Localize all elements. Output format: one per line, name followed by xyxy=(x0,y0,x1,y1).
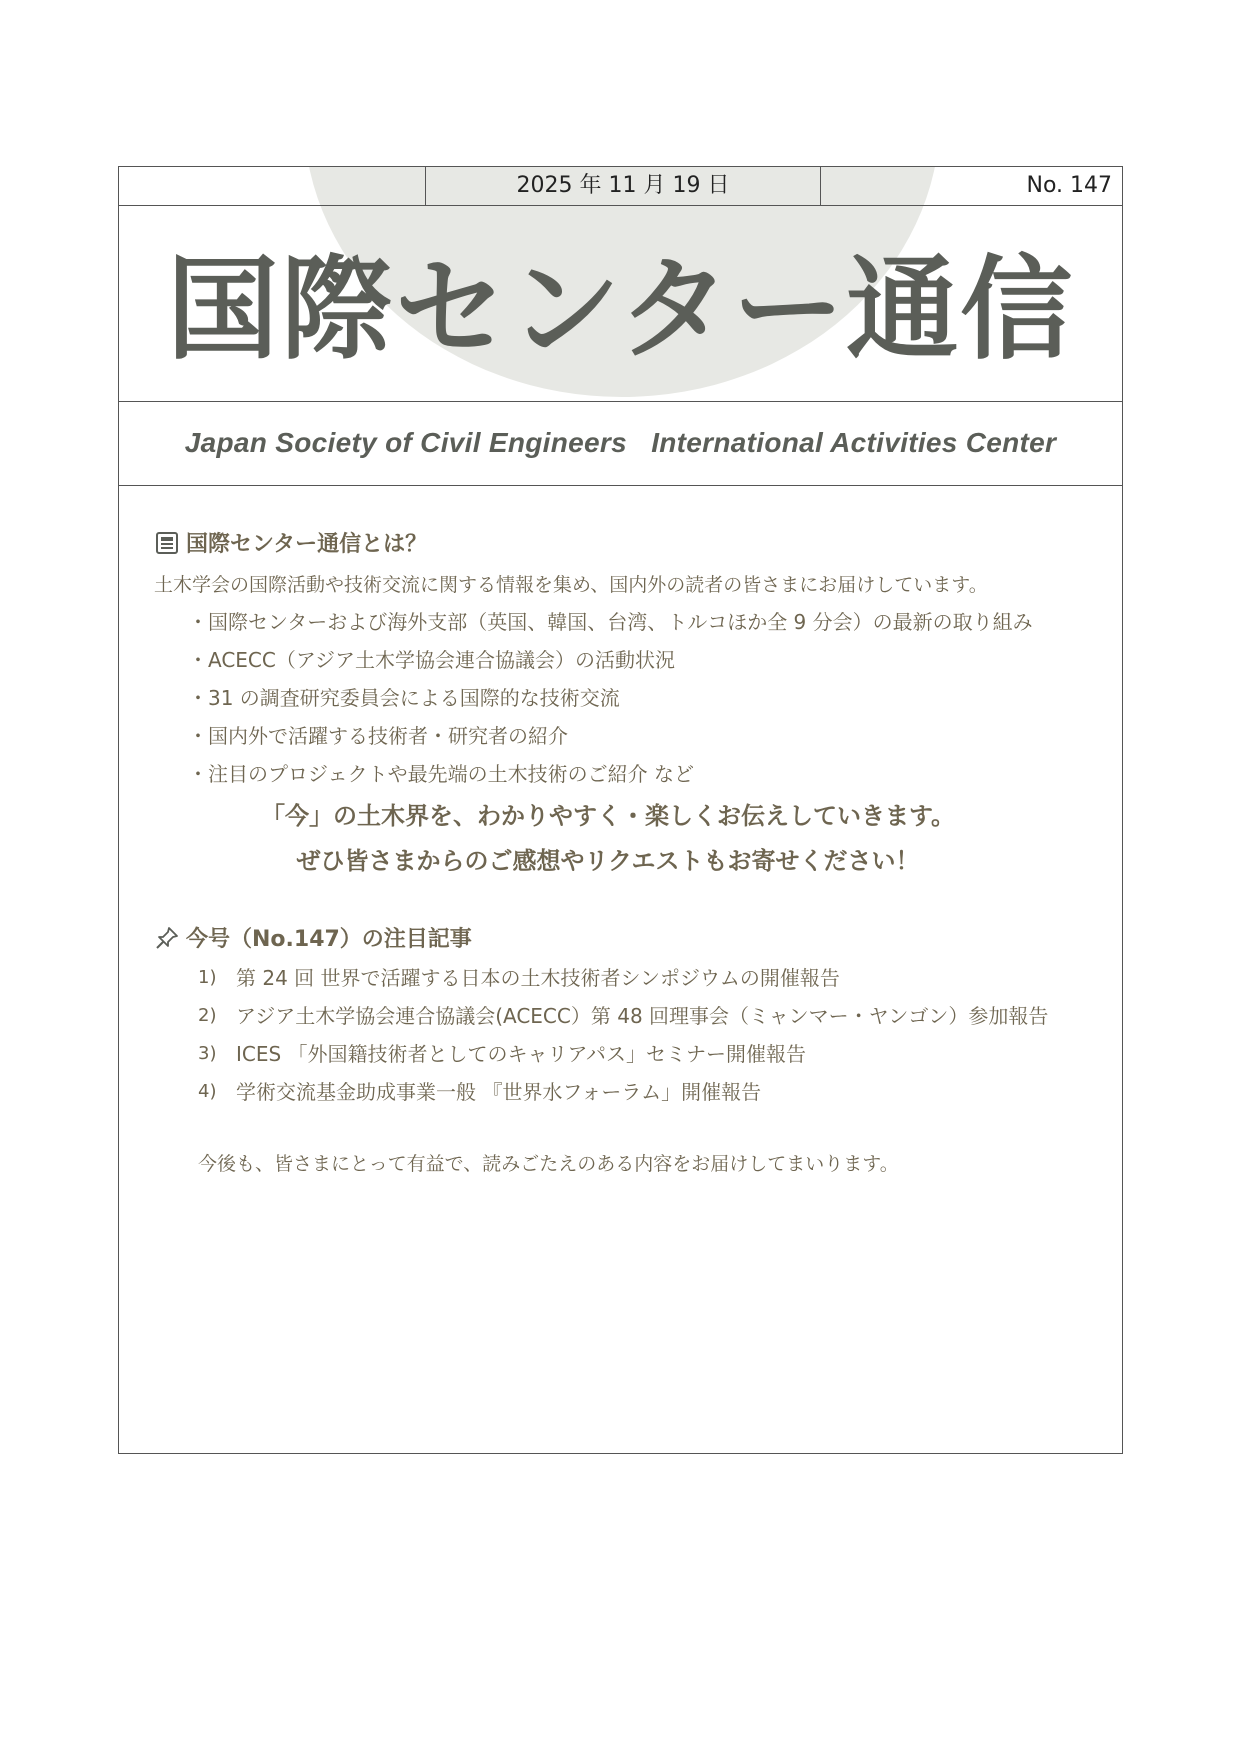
article-item xyxy=(198,1079,1102,1105)
article-title: 学術交流基金助成事業一般 『世界水フォーラム」開催報告 xyxy=(236,1080,762,1104)
article-item xyxy=(198,1003,1102,1029)
featured-heading-text: 今号（No.147）の注目記事 xyxy=(186,927,472,952)
article-title: ICES 「外国籍技術者としてのキャリアパス」セミナー開催報告 xyxy=(236,1042,806,1066)
article-number: 4) xyxy=(198,1081,217,1102)
page-title: 国際センター通信 xyxy=(166,244,1075,375)
issue-number: No. 147 xyxy=(1026,173,1112,198)
content-body xyxy=(154,485,1102,1176)
highlight-message-1: 「今」の土木界を、わかりやすく・楽しくお伝えしていきます。 xyxy=(260,802,956,830)
article-item xyxy=(198,1041,1102,1067)
article-number: 3) xyxy=(198,1043,217,1064)
pushpin-icon xyxy=(154,925,180,951)
about-intro: 土木学会の国際活動や技術交流に関する情報を集め、国内外の読者の皆さまにお届けしています。 xyxy=(154,574,988,596)
closing-message: 今後も、皆さまにとって有益で、読みごたえのある内容をお届けしてまいります。 xyxy=(198,1153,899,1175)
article-title: 第 24 回 世界で活躍する日本の土木技術者シンポジウムの開催報告 xyxy=(236,966,840,990)
list-item: ・ ACECC（アジア土木学協会連合協議会）の活動状況 xyxy=(188,647,1102,673)
newsletter-frame xyxy=(118,166,1123,1454)
list-item: ・ 国内外で活躍する技術者・研究者の紹介 xyxy=(188,723,1102,749)
organization-subtitle: Japan Society of Civil Engineers International Activities Center xyxy=(184,427,1057,458)
highlight-message-2: ぜひ皆さまからのご感想やリクエストもお寄せください！ xyxy=(296,847,920,875)
list-item: ・ 注目のプロジェクトや最先端の土木技術のご紹介 など xyxy=(188,761,1102,787)
issue-date: 2025 年 11 月 19 日 xyxy=(425,167,821,205)
subtitle-area xyxy=(119,401,1122,486)
article-title: アジア土木学協会連合協議会(ACECC）第 48 回理事会（ミャンマー・ヤンゴン）参加報告 xyxy=(236,1004,1049,1028)
title-area xyxy=(119,205,1122,402)
list-item: ・ 国際センターおよび海外支部（英国、韓国、台湾、トルコほか全 9 分会）の最新の取り組み xyxy=(188,609,1102,635)
about-heading-text: 国際センター通信とは？ xyxy=(186,532,428,557)
about-heading xyxy=(154,527,1102,558)
featured-heading xyxy=(154,922,1102,953)
header-row xyxy=(119,167,1122,206)
newspaper-icon xyxy=(154,531,180,555)
list-item: ・ 31 の調査研究委員会による国際的な技術交流 xyxy=(188,685,1102,711)
article-number: 1) xyxy=(198,967,217,988)
article-number: 2) xyxy=(198,1005,217,1026)
about-list xyxy=(154,609,1102,787)
featured-articles-list xyxy=(154,965,1102,1105)
article-item xyxy=(198,965,1102,991)
